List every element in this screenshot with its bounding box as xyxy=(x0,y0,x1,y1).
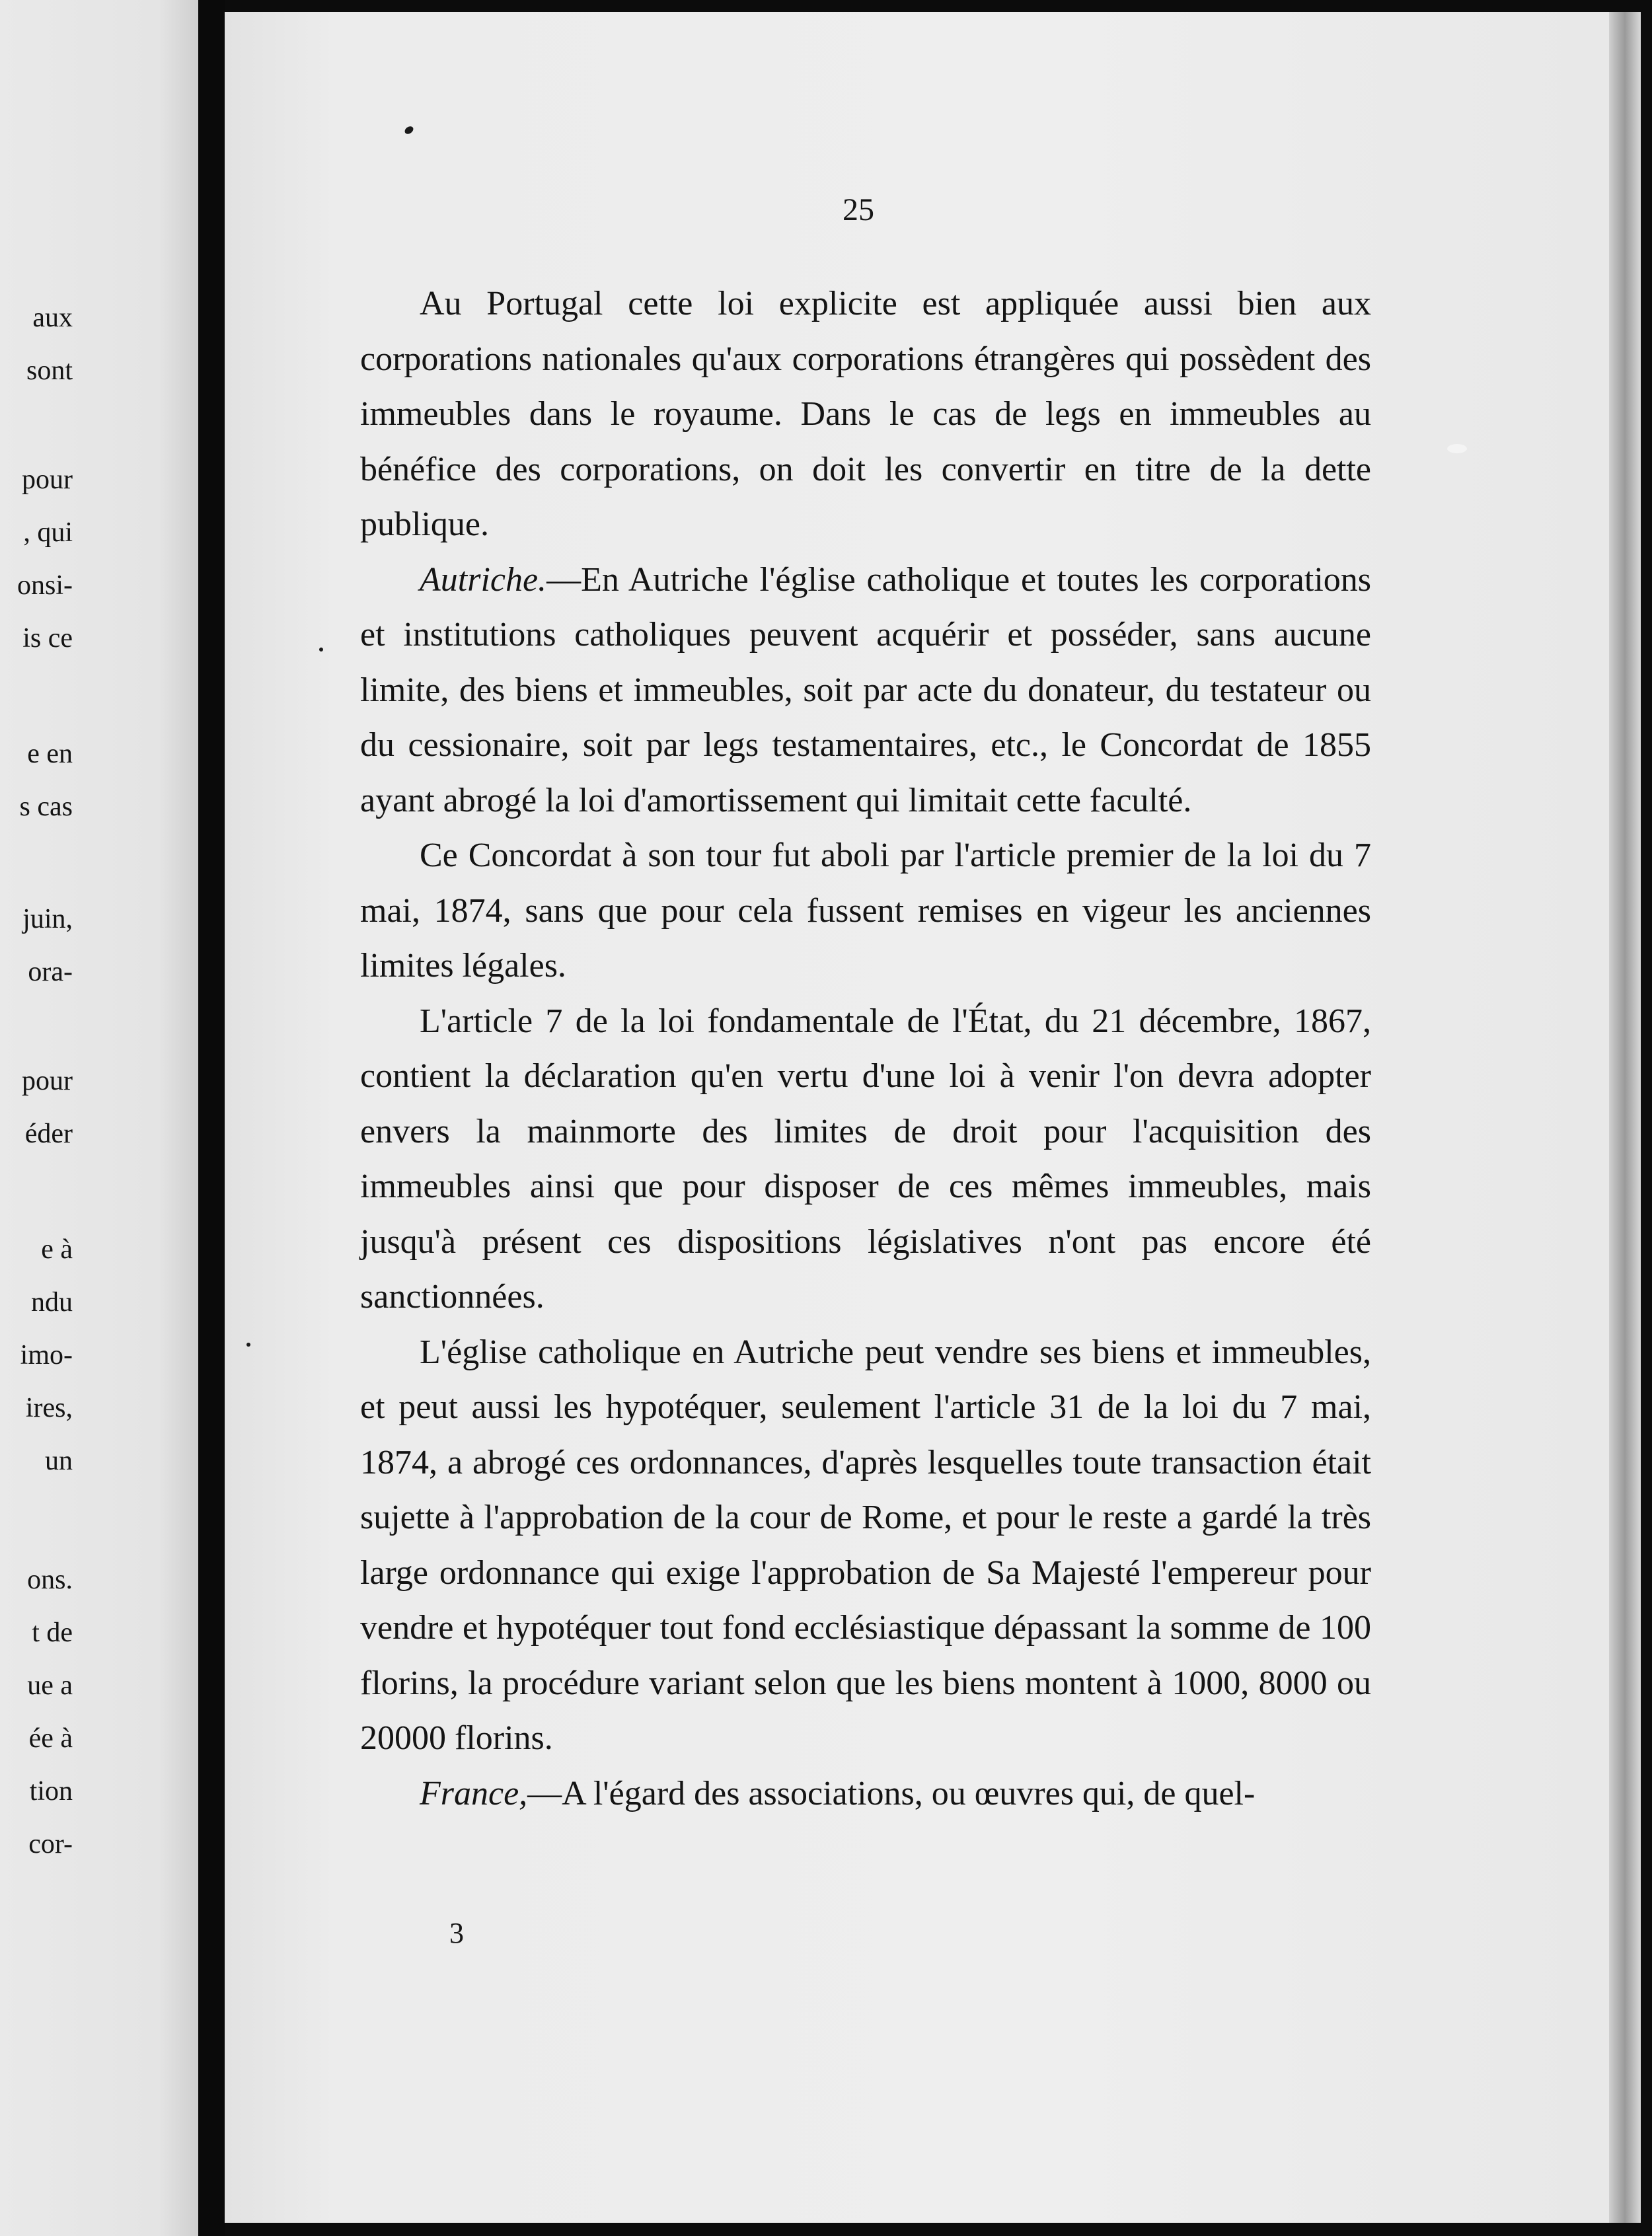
body-text xyxy=(360,276,1371,1821)
left-page-line-fragment: e à xyxy=(41,1234,73,1265)
left-page-line-fragment: t de xyxy=(32,1618,73,1648)
left-page-line-fragment: ires, xyxy=(25,1393,73,1423)
signature-mark: 3 xyxy=(449,1917,464,1949)
left-page-line-fragment: juin, xyxy=(22,904,73,934)
left-page-line-fragment: ue a xyxy=(27,1670,73,1701)
paragraph-lead: France, xyxy=(420,1774,528,1812)
left-page-line-fragment: pour xyxy=(22,1066,73,1096)
left-page-line-fragment: e en xyxy=(27,739,73,769)
page-number: 25 xyxy=(843,192,874,227)
ink-speck xyxy=(319,648,323,652)
left-page-line-fragment: cor- xyxy=(28,1829,73,1859)
paragraph-text: L'église catholique en Autriche peut vendre ses biens et immeubles, et peut aussi les hypotéquer, seulement l'article 31 de la loi du 7 mai, 1874, a abrogé ces ordonnances, d'après lesquelles toute transaction était sujette à l'approbation de la cour de Rome, et pour le reste a gardé la très large ordonnance qui exige l'approbation de Sa Majesté l'empereur pour vendre et hypotéquer tout fond ecclésiastique dépassant la somme de 100 florins, la procédure variant selon que les biens montent à 1000, 8000 ou 20000 florins. xyxy=(360,1333,1371,1757)
paragraph xyxy=(360,1325,1371,1766)
paragraph-text: —A l'égard des associations, ou œuvres qui, de quel- xyxy=(527,1774,1256,1812)
book-gutter xyxy=(198,0,225,2236)
paragraph xyxy=(360,828,1371,994)
paragraph-text: Ce Concordat à son tour fut aboli par l'article premier de la loi du 7 mai, 1874, sans que pour cela fussent remises en vigeur les anciennes limites légales. xyxy=(360,837,1371,985)
ink-speck xyxy=(246,1343,250,1347)
left-page-line-fragment: aux xyxy=(32,303,73,333)
left-page-line-fragment: is ce xyxy=(22,623,73,653)
page-right-edge xyxy=(1609,12,1641,2223)
paragraph xyxy=(360,994,1371,1325)
left-page-line-fragment: ndu xyxy=(31,1287,73,1318)
left-page-line-fragment: onsi- xyxy=(17,570,73,601)
left-page-line-fragment: éder xyxy=(24,1119,73,1149)
paragraph-text: —En Autriche l'église catholique et toutes les corporations et institutions catholiques peuvent acquérir et posséder, sans aucune limite, des biens et immeubles, soit par acte du donateur, du testateur ou du cessionaire, soit par legs testamentaires, etc., le Concordat de 1855 ayant abrogé la loi d'amortissement qui limitait cette faculté. xyxy=(360,560,1371,819)
paragraph-text: Au Portugal cette loi explicite est appliquée aussi bien aux corporations nationales qu'aux corporations étrangères qui possèdent des immeubles dans le royaume. Dans le cas de legs en immeubles au bénéfice des corporations, on doit les convertir en titre de la dette publique. xyxy=(360,285,1371,543)
left-page-line-fragment: sont xyxy=(26,355,73,386)
left-page-line-fragment: pour xyxy=(22,465,73,495)
left-page-line-fragment: , qui xyxy=(23,517,73,548)
paragraph-text: L'article 7 de la loi fondamentale de l'État, du 21 décembre, 1867, contient la déclaration qu'en vertu d'une loi à venir l'on devra adopter envers la mainmorte des limites de droit pour l'acquisition des immeubles ainsi que pour disposer de ces mêmes immeubles, mais jusqu'à présent ces dispositions législatives n'ont pas encore été sanctionnées. xyxy=(360,1002,1371,1316)
left-page-line-fragment: tion xyxy=(29,1776,73,1807)
paragraph-lead: Autriche. xyxy=(420,560,547,599)
ink-speck xyxy=(1447,444,1467,453)
left-facing-page xyxy=(0,0,198,2236)
left-page-line-fragment: un xyxy=(45,1446,73,1476)
paragraph xyxy=(360,276,1371,552)
left-page-line-fragment: ora- xyxy=(28,957,73,987)
left-page-line-fragment: ée à xyxy=(28,1723,73,1754)
left-page-line-fragment: imo- xyxy=(20,1340,73,1370)
paragraph xyxy=(360,552,1371,829)
paragraph xyxy=(360,1766,1371,1822)
left-page-line-fragment: s cas xyxy=(19,792,73,822)
left-page-line-fragment: ons. xyxy=(27,1565,73,1595)
